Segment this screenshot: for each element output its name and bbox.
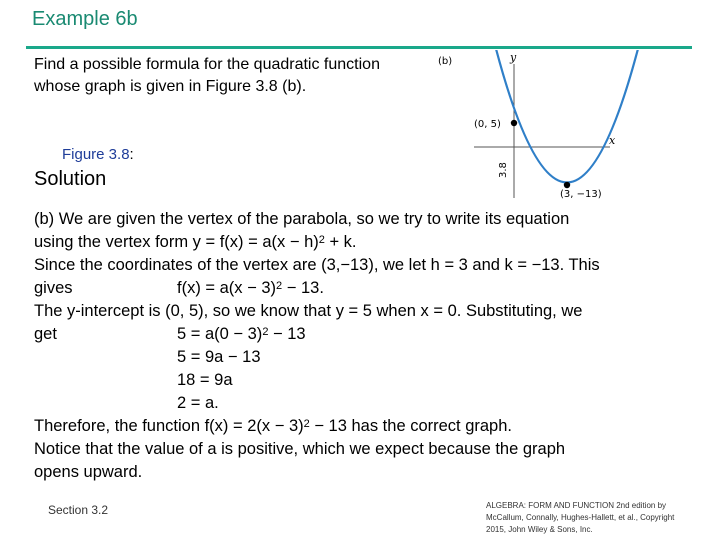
exponent: 2: [318, 234, 325, 246]
y-intercept-point: [511, 120, 517, 126]
substituted-equation-end: − 13.: [282, 279, 324, 297]
figure-caption: [62, 146, 134, 163]
body-line-10: [34, 415, 694, 438]
y-axis-label: y: [510, 51, 517, 64]
intercept-equation: [177, 323, 306, 346]
y-tick-label: 3.8: [498, 162, 509, 178]
footer-credit: ALGEBRA: FORM AND FUNCTION 2nd edition by McCallum, Connally, Hughes-Hallett, et al., Copyright 2015, John Wiley & Sons, Inc.: [486, 501, 675, 534]
graph-panel-label: (b): [438, 56, 453, 67]
body-line-11: Notice that the value of a is positive, which we expect because the graph: [34, 440, 566, 458]
body-line-2-text: using the vertex form: [34, 233, 193, 251]
parabola-graph: [434, 50, 684, 200]
final-function-start: Therefore, the function f(x) = 2(x − 3): [34, 417, 304, 435]
exponent: 2: [276, 280, 283, 292]
body-line-2: [34, 231, 694, 254]
body-line-7: [34, 346, 694, 369]
solution-body: [34, 208, 694, 484]
body-line-12: opens upward.: [34, 463, 143, 481]
body-line-9: [34, 392, 694, 415]
exponent: 2: [303, 418, 310, 430]
body-line-5: The y-intercept is (0, 5), so we know that y = 5 when x = 0. Substituting, we: [34, 302, 583, 320]
solve-step-1: 5 = 9a − 13: [177, 348, 261, 366]
parabola-curve: [495, 50, 639, 183]
intercept-equation-end: − 13: [268, 325, 306, 343]
final-function-end: − 13 has the correct graph.: [309, 417, 512, 435]
solution-heading: Solution: [34, 168, 107, 190]
body-line-6: [34, 323, 694, 346]
solve-step-3: 2 = a.: [177, 394, 219, 412]
x-axis-label: x: [609, 134, 616, 147]
figure-caption-colon: :: [129, 146, 134, 163]
body-line-6-text: get: [34, 325, 57, 343]
y-intercept-label: (0, 5): [474, 119, 501, 130]
problem-statement: Find a possible formula for the quadratic function whose graph is given in Figure 3.8 (b).: [34, 56, 380, 95]
body-line-4: [34, 277, 694, 300]
substituted-equation: [177, 277, 324, 300]
body-line-1: (b) We are given the vertex of the parabola, so we try to write its equation: [34, 210, 570, 228]
substituted-equation-start: f(x) = a(x − 3): [177, 279, 277, 297]
body-line-4-text: gives: [34, 279, 73, 297]
title-divider: [26, 46, 692, 49]
exponent: 2: [262, 326, 269, 338]
body-line-8: [34, 369, 694, 392]
vertex-label: (3, −13): [560, 189, 602, 200]
vertex-point: [564, 182, 570, 188]
slide-title: Example 6b: [32, 8, 138, 30]
body-line-3: Since the coordinates of the vertex are (3,−13), we let h = 3 and k = −13. This: [34, 256, 600, 274]
footer-section: Section 3.2: [48, 503, 109, 517]
vertex-form-equation-end: + k.: [324, 233, 357, 251]
intercept-equation-start: 5 = a(0 − 3): [177, 325, 263, 343]
vertex-form-equation: y = f(x) = a(x − h): [192, 233, 319, 251]
solve-step-2: 18 = 9a: [177, 371, 233, 389]
figure-caption-label: Figure 3.8: [62, 146, 130, 163]
